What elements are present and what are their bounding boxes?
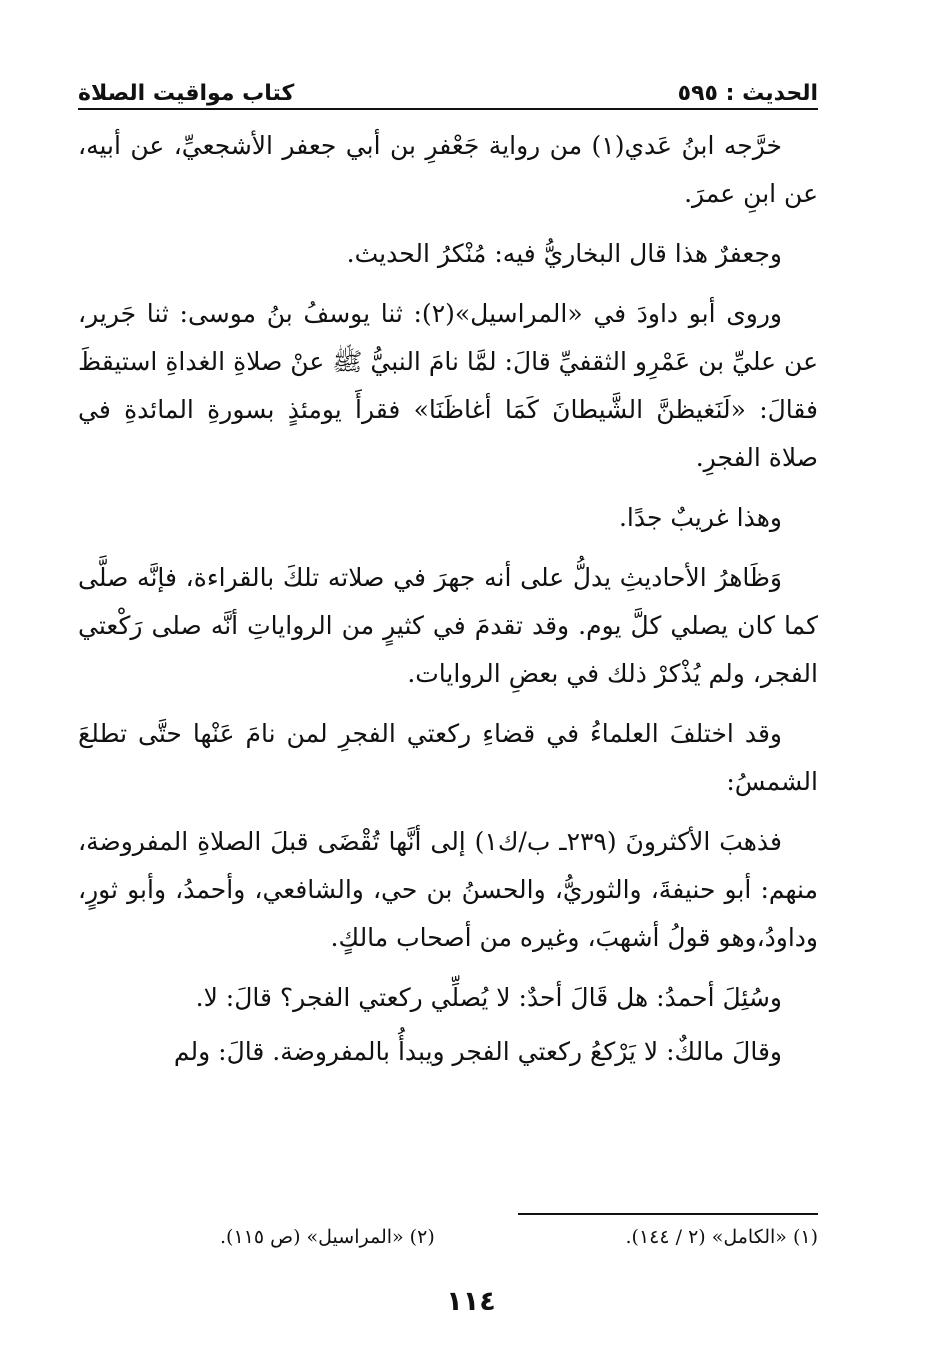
running-header xyxy=(78,66,818,106)
header-book-title: كتاب مواقيت الصلاة xyxy=(78,81,295,106)
paragraph-6: وقد اختلفَ العلماءُ في قضاءِ ركعتي الفجرِ لمن نامَ عَنْها حتَّى تطلعَ الشمسُ: xyxy=(78,719,818,796)
footnote-1: (١) «الكامل» (٢ / ١٤٤). xyxy=(625,1226,818,1248)
paragraph-8: وسُئِلَ أحمدُ: هل قَالَ أحدٌ: لا يُصلِّي ركعتي الفجر؟ قالَ: لا. xyxy=(195,983,782,1012)
paragraph-7: فذهبَ الأكثرونَ (٢٣٩ـ ب/ك١) إلى أنَّها تُقْضَى قبلَ الصلاةِ المفروضة، منهم: أبو حنيفةَ، والثوريُّ، والحسنُ بن حي، والشافعي، وأحمدُ، وأبو ثورٍ، وداودُ،وهو قولُ أشهبَ، وغيره من أصحاب مالكٍ. xyxy=(78,827,818,952)
page-number: ١١٤ xyxy=(446,1286,496,1317)
paragraph-9: وقالَ مالكٌ: لا يَرْكعُ ركعتي الفجر ويبدأُ بالمفروضة. قالَ: ولم xyxy=(173,1037,782,1066)
paragraph-1: خرَّجه ابنُ عَدي(١) من رواية جَعْفرِ بن أبي جعفر الأشجعيِّ، عن أبيه، عن ابنِ عمرَ. xyxy=(78,131,818,208)
paragraph-5: وَظَاهرُ الأحاديثِ يدلُّ على أنه جهرَ في صلاته تلكَ بالقراءة، فإنَّه صلَّى كما كان يصلي كلَّ يوم. وقد تقدمَ في كثيرٍ من الرواياتِ أنَّه صلى رَكْعتي الفجر، ولم يُذْكرْ ذلك في بعضِ الروايات. xyxy=(78,563,818,688)
footnote-2: (٢) «المراسيل» (ص ١١٥). xyxy=(220,1226,435,1248)
main-text xyxy=(78,122,818,1082)
footnote-rule xyxy=(518,1213,818,1215)
paragraph-4: وهذا غريبٌ جدًا. xyxy=(618,503,782,532)
footnotes xyxy=(220,1226,818,1248)
header-hadith-number: الحديث : ٥٩٥ xyxy=(677,81,818,106)
paragraph-3: وروى أبو داودَ في «المراسيل»(٢): ثنا يوسفُ بنُ موسى: ثنا جَرير، عن عليِّ بن عَمْرِو الثقفيِّ قالَ: لمَّا نامَ النبيُّ ﷺ عنْ صلاةِ الغداةِ استيقظَ فقالَ: «لَنَغيظنَّ الشَّيطانَ كَمَا أغاظَنَا» فقرأَ يومئذٍ بسورةِ المائدةِ في صلاة الفجرِ. xyxy=(78,299,818,472)
header-rule xyxy=(78,108,818,110)
paragraph-2: وجعفرٌ هذا قال البخاريُّ فيه: مُنْكرُ الحديث. xyxy=(346,239,782,268)
